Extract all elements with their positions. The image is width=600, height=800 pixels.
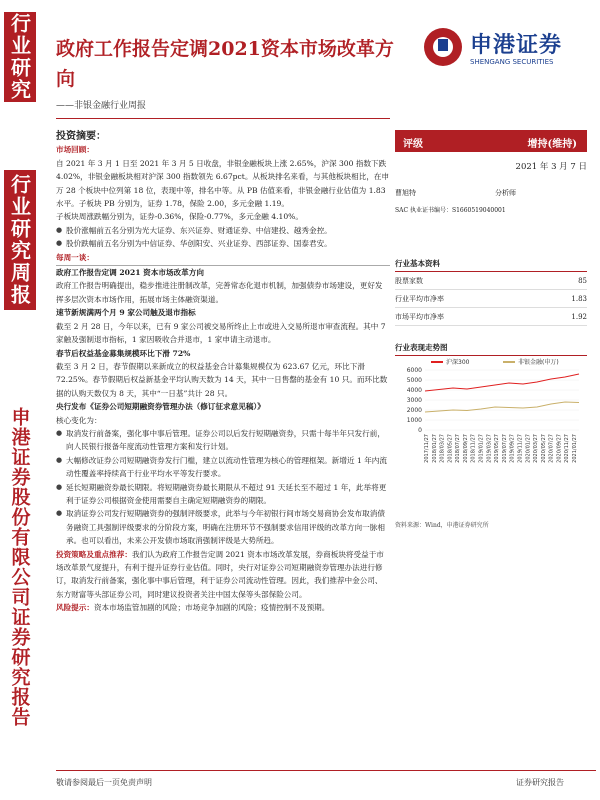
performance-chart (395, 342, 587, 525)
weekly-bullet-2: ● 大幅修改证券公司短期融资券发行门槛，建立以流动性管理为核心的管理框架。新增近 1 年内流动性覆盖率持续高于行业平均水平等发行要求。 (56, 454, 390, 481)
y-tick-label: 4000 (406, 387, 422, 394)
analyst-name: 曹旭特 (395, 189, 416, 197)
basics-label: 市场平均市净率 (395, 312, 444, 321)
footer-divider (56, 770, 596, 771)
title-divider (56, 118, 390, 119)
basics-row (395, 272, 587, 290)
footer-label: 证券研究报告 (516, 778, 564, 787)
strategy-block (56, 548, 390, 602)
basics-title: 行业基本资料 (395, 258, 587, 272)
chart-title: 行业表现走势图 (395, 342, 587, 356)
page-subtitle: ——非银金融行业周报 (56, 101, 147, 111)
basics-row (395, 290, 587, 308)
weekly-topic-2: 速节新规满两个月 9 家公司触及退市指标 (56, 308, 196, 318)
sidebar-category: 行业研究 (4, 12, 36, 102)
x-tick-label: 2018/11/27 (470, 434, 477, 463)
y-tick-label: 3000 (406, 397, 422, 404)
rating-banner (395, 130, 587, 152)
x-tick-label: 2019/07/27 (501, 434, 508, 463)
rating-value: 增持(维持) (527, 139, 577, 150)
basics-label: 行业平均市净率 (395, 294, 444, 303)
x-tick-label: 2019/05/27 (494, 434, 501, 463)
logo-text-en: SHENGANG SECURITIES (470, 58, 554, 66)
footer-disclaimer: 敬请参阅最后一页免责声明 (56, 778, 152, 787)
legend-label: 非银金融(申万) (518, 359, 559, 366)
market-top-losers: ● 股价跌幅前五名分别为中信证券、华创阳安、兴业证券、西部证券、国泰君安。 (56, 237, 390, 250)
sidebar-company: 申港证券股份有限公司证券研究报告 (8, 407, 31, 727)
weekly-bullet-1: ● 取消发行前备案，强化事中事后管理。证券公司以后发行短期融资券，只需十每半年只发行前，向人民银行报备年度流动性管理方案和发行计划。 (56, 427, 390, 454)
series-line (425, 374, 579, 391)
weekly-bullet-4: ● 取消证券公司发行短期融资券的强制评级要求，此举与今年初银行间市场交易商协会发布取消债务融资工具强制评级要求的分阶段方案，明确在注册环节不强制要求信用评级的改革方向一脉相承。也可以看出，未来公开发债市场取消强制评级是大势所趋。 (56, 507, 390, 547)
x-tick-label: 2018/05/27 (447, 434, 454, 463)
weekly-topic-4: 央行发布《证券公司短期融资券管理办法（修订征求意见稿）》 (56, 402, 265, 412)
y-tick-label: 5000 (406, 377, 422, 384)
basics-value: 1.83 (571, 294, 587, 303)
report-date: 2021 年 3 月 7 日 (515, 162, 587, 172)
x-tick-label: 2018/01/27 (431, 434, 438, 463)
sac-row (395, 205, 587, 214)
analyst-role: 分析师 (495, 189, 516, 197)
x-tick-label: 2019/09/27 (509, 434, 516, 463)
summary-heading: 投资摘要： (56, 131, 106, 142)
x-tick-label: 2018/09/27 (462, 434, 469, 463)
weekly-topic-1: 政府工作报告定调 2021 资本市场改革方向 (56, 268, 204, 278)
chart-svg (395, 356, 587, 521)
sac-number: S1660519040001 (451, 207, 506, 214)
main-content (56, 130, 390, 615)
basics-value: 1.92 (571, 312, 587, 321)
x-tick-label: 2020/07/27 (548, 434, 555, 463)
x-tick-label: 2017/11/27 (424, 434, 430, 463)
x-tick-label: 2019/03/27 (486, 434, 493, 463)
y-tick-label: 6000 (406, 367, 422, 374)
market-review-subsectors: 子板块周涨跌幅分别为，证券-0.36%，保险-0.77%，多元金融 4.10%。 (56, 212, 303, 222)
industry-basics (395, 258, 587, 326)
analyst-row (395, 188, 587, 198)
x-tick-label: 2020/11/27 (564, 434, 571, 463)
weekly-paragraph-1: 政府工作报告明确提出，稳步推进注册制改革，完善常态化退市机制，加强债券市场建设，更好发挥多层次资本市场作用，拓展市场主体融资渠道。 (56, 281, 383, 304)
legend-label: 沪深300 (446, 359, 470, 366)
weekly-bullet-3: ● 延长短期融资券最长期限。将短期融资券最长期限从不超过 91 天延长至不超过 1 年，此举将更利于证券公司根据资金使用需要自主确定短期融资券的期限。 (56, 481, 390, 508)
risk-paragraph: 资本市场监管加剧的风险；市场竞争加剧的风险；疫情控制不及预期。 (93, 603, 330, 613)
basics-row (395, 308, 587, 326)
x-tick-label: 2020/01/27 (525, 434, 532, 463)
logo-text-cn: 申港证券 (470, 33, 563, 58)
market-top-gainers: ● 股价涨幅前五名分别为光大证券、东兴证券、财通证券、中信建投、越秀金控。 (56, 224, 390, 237)
x-tick-label: 2019/01/27 (478, 434, 485, 463)
strategy-paragraph: 我们认为政府工作报告定调 2021 资本市场改革发展，券商板块将受益于市场改革景气度提升，有利于提升证券行业估值。同时，央行对证券公司短期融资券管理办法进行修订，取消发行前备案，强化事中事后管理，利于证券公司流动性管理。因此，我们推荐中金公司、东方财富等头部证券公司，同时建议投资者关注中国太保等头部保险公司。 (56, 549, 384, 599)
y-tick-label: 2000 (406, 407, 422, 414)
market-review-heading: 市场回顾： (56, 145, 94, 155)
x-tick-label: 2020/03/27 (533, 434, 540, 463)
basics-value: 85 (578, 276, 587, 285)
x-tick-label: 2019/11/27 (517, 434, 524, 463)
y-tick-label: 0 (418, 427, 422, 434)
x-tick-label: 2020/09/27 (556, 434, 563, 463)
risk-heading: 风险提示： (56, 603, 94, 613)
y-tick-label: 1000 (406, 417, 422, 424)
sac-label: SAC 执业证书编号： (395, 207, 452, 214)
page-title: 政府工作报告定调2021资本市场改革方向 (56, 38, 394, 90)
series-line (425, 402, 579, 412)
x-tick-label: 2018/07/27 (455, 434, 462, 463)
logo-mark-inner (438, 39, 448, 51)
sidebar-report-type: 行业研究周报 (4, 170, 36, 310)
strategy-heading: 投资策略及重点推荐： (56, 549, 132, 559)
weekly-heading: 每周一谈： (56, 251, 390, 266)
weekly-paragraph-4: 核心变化为： (56, 415, 102, 425)
weekly-topic-3: 春节后权益基金募集规模环比下滑 72% (56, 348, 191, 358)
weekly-paragraph-3: 截至 3 月 2 日，春节假期以来新成立的权益基金合计募集规模仅为 623.67 亿元，环比下滑 72.25%。春节假期后权益新基金平均认购天数为 14 天，其中一日售罄的基金有 10 只。而环比数据的认购天数仅为 8 天，其中“一日基”共计 28 只。 (56, 361, 388, 398)
chart-source: 资料来源：Wind，申港证券研究所 (395, 522, 489, 529)
x-tick-label: 2020/05/27 (540, 434, 547, 463)
market-review-paragraph: 自 2021 年 3 月 1 日至 2021 年 3 月 5 日收盘，非银金融板块上涨 2.65%，沪深 300 指数下跌 4.02%，非银金融板块相对沪深 300 指数领先 6.67pct。从板块排名来看，与其他板块相比，在申万 28 个板块中位列第 18 位，表现中等，排名中等。从 PB 估值来看，非银金融行业估值为 1.83 水平。子板块 PB 分别为，证券 1.78，保险 2.00，多元金融 1.19。 (56, 158, 390, 209)
x-tick-label: 2021/01/27 (572, 434, 578, 463)
sidebar (0, 0, 40, 800)
basics-label: 股票家数 (395, 276, 423, 285)
company-logo (424, 26, 594, 76)
rating-label: 评级 (403, 139, 423, 150)
x-tick-label: 2018/03/27 (439, 434, 446, 463)
risk-block (56, 601, 390, 614)
weekly-paragraph-2: 截至 2 月 28 日，今年以来，已有 9 家公司被交易所终止上市或进入交易所退市审查流程。其中 7 家触及强制退市指标，1 家因吸收合并退市，1 家申请主动退市。 (56, 321, 386, 345)
